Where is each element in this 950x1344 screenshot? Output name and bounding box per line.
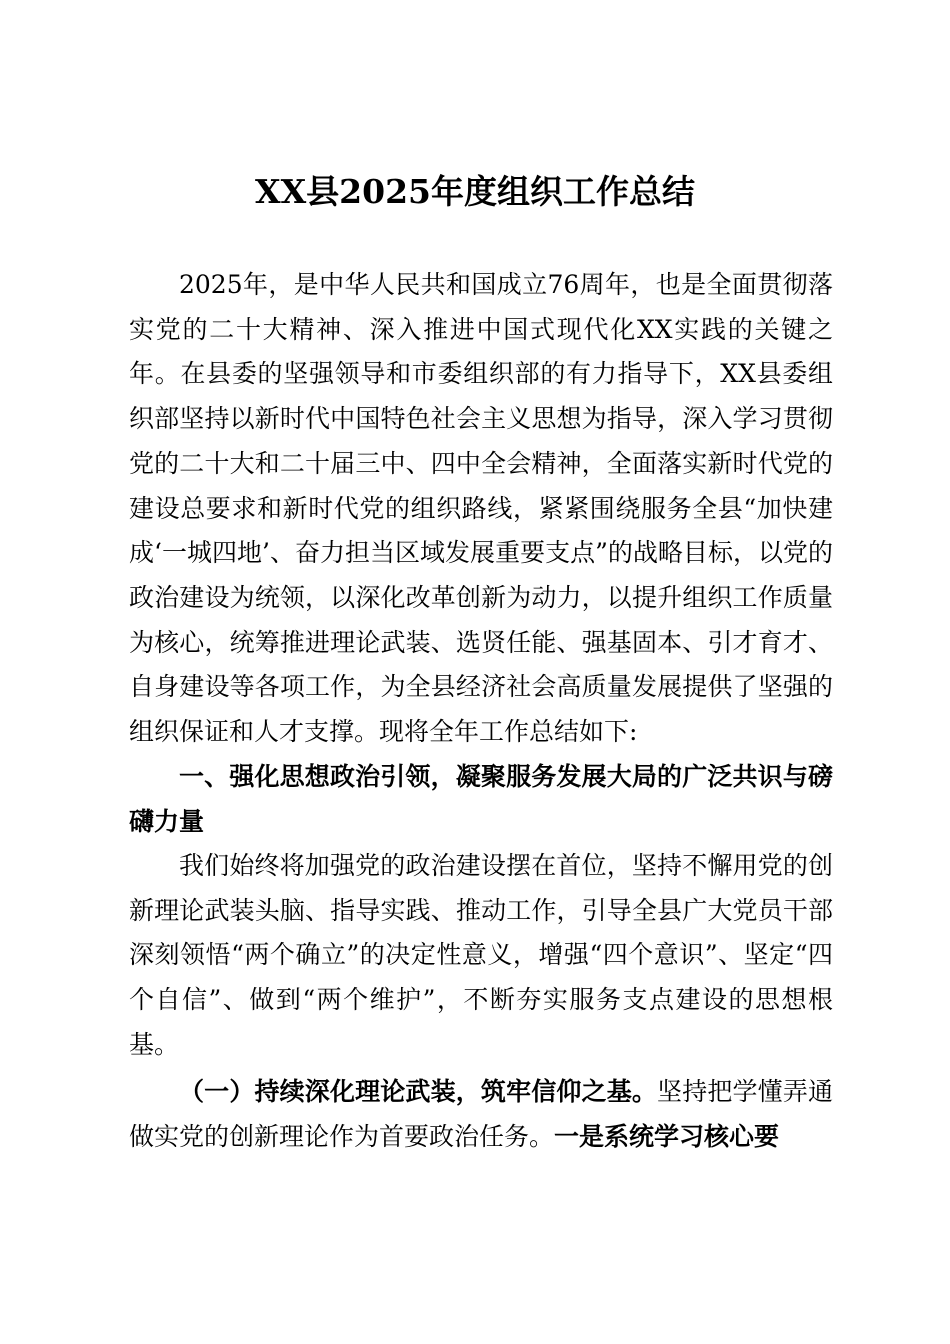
subsection-1-point-1: 一是系统学习核心要 <box>554 1121 780 1151</box>
subsection-heading-1: （一）持续深化理论武装，筑牢信仰之基。 <box>179 1077 658 1106</box>
section-heading-1: 一、强化思想政治引领，凝聚服务发展大局的广泛共识与磅礴力量 <box>129 762 833 836</box>
subsection-1-paragraph <box>129 1070 833 1159</box>
subsection-1-text: 坚持把学懂弄通做实党的创新理论作为首要政治任务。 <box>129 1077 833 1151</box>
intro-paragraph: 2025年，是中华人民共和国成立76周年，也是全面贯彻落实党的二十大精神、深入推进中国式现代化XX实践的关键之年。在县委的坚强领导和市委组织部的有力指导下，XX县委组织部坚持以新时代中国特色社会主义思想为指导，深入学习贯彻党的二十大和二十届三中、四中全会精神，全面落实新时代党的建设总要求和新时代党的组织路线，紧紧围绕服务全县“加快建成‘一城四地’、奋力担当区域发展重要支点”的战略目标，以党的政治建设为统领，以深化改革创新为动力，以提升组织工作质量为核心，统筹推进理论武装、选贤任能、强基固本、引才育才、自身建设等各项工作，为全县经济社会高质量发展提供了坚强的组织保证和人才支撑。现将全年工作总结如下: <box>129 270 833 747</box>
section-1-paragraph: 我们始终将加强党的政治建设摆在首位，坚持不懈用党的创新理论武装头脑、指导实践、推动工作，引导全县广大党员干部深刻领悟“两个确立”的决定性意义，增强“四个意识”、坚定“四个自信”、做到“两个维护”，不断夯实服务支点建设的思想根基。 <box>129 851 833 1059</box>
document-title: XX县2025年度组织工作总结 <box>254 172 696 211</box>
